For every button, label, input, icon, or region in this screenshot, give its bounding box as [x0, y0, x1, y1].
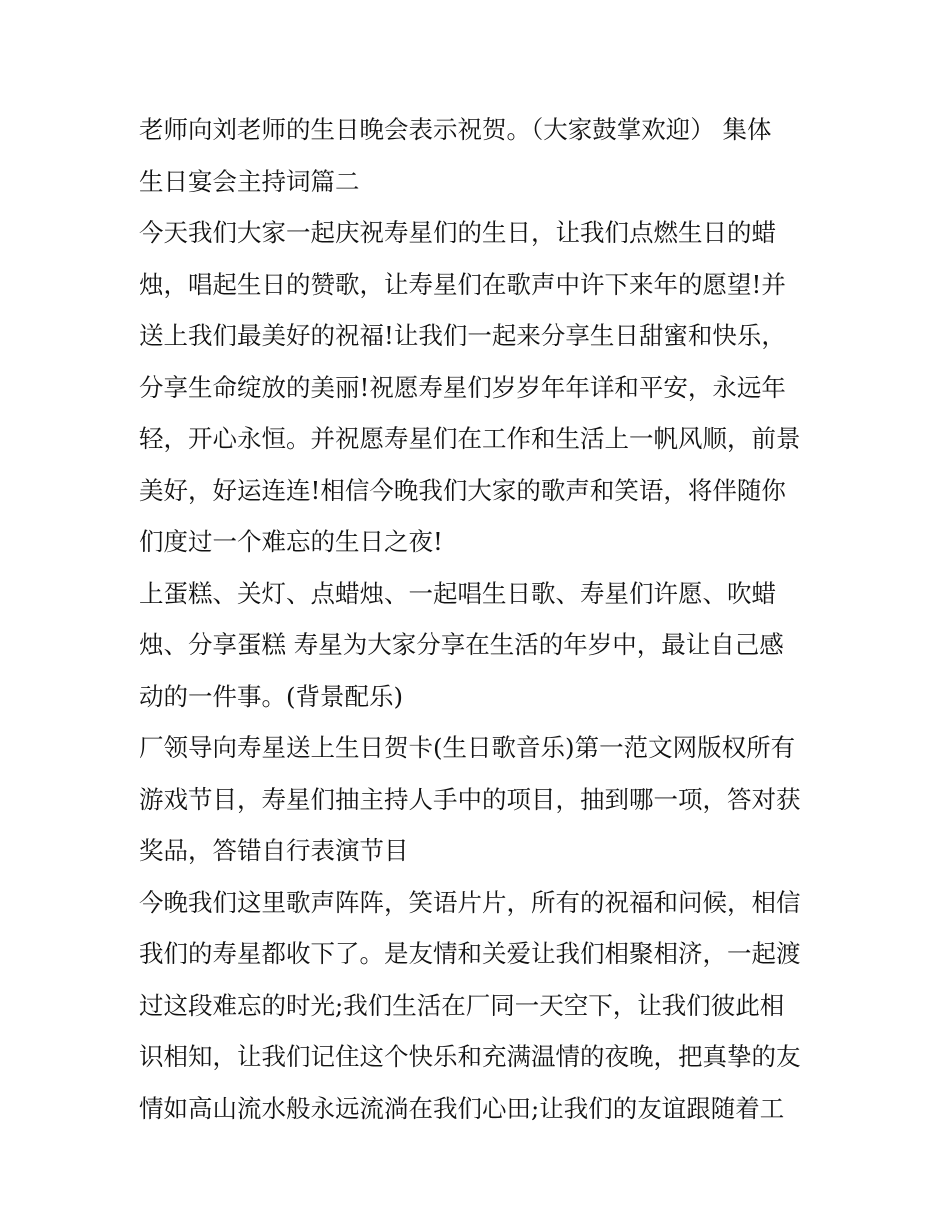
document-body	[139, 104, 819, 1134]
text-line: 今晚我们这里歌声阵阵，笑语片片，所有的祝福和问候，相信	[139, 887, 801, 917]
text-line: 今天我们大家一起庆祝寿星们的生日，让我们点燃生日的蜡	[139, 218, 776, 247]
text-line: 烛、分享蛋糕 寿星为大家分享在生活的年岁中，最让自己感	[139, 630, 784, 659]
text-line: 厂领导向寿星送上生日贺卡(生日歌音乐)第一范文网版权所有	[139, 733, 796, 762]
text-line: 生日宴会主持词篇二	[139, 166, 360, 196]
text-line: 游戏节目，寿星们抽主持人手中的项目，抽到哪一项，答对获	[139, 784, 801, 814]
text-line: 我们的寿星都收下了。是友情和关爱让我们相聚相济，一起渡	[139, 939, 801, 968]
text-line: 烛，唱起生日的赞歌，让寿星们在歌声中许下来年的愿望!并	[139, 269, 786, 299]
text-line: 过这段难忘的时光;我们生活在厂同一天空下，让我们彼此相	[139, 990, 785, 1020]
text-line: 奖品，答错自行表演节目	[139, 836, 409, 865]
text-line: 美好，好运连连!相信今晚我们大家的歌声和笑语，将伴随你	[139, 475, 786, 505]
text-line: 送上我们最美好的祝福!让我们一起来分享生日甜蜜和快乐，	[139, 321, 786, 350]
text-line: 识相知，让我们记住这个快乐和充满温情的夜晚，把真挚的友	[139, 1042, 801, 1071]
text-line: 动的一件事。(背景配乐)	[139, 681, 404, 711]
text-line: 情如高山流水般永远流淌在我们心田;让我们的友谊跟随着工	[139, 1093, 785, 1123]
text-line: 上蛋糕、关灯、点蜡烛、一起唱生日歌、寿星们许愿、吹蜡	[139, 578, 776, 608]
text-line: 老师向刘老师的生日晚会表示祝贺。（大家鼓掌欢迎） 集体	[139, 115, 772, 144]
text-line: 们度过一个难忘的生日之夜!	[139, 527, 443, 556]
text-line: 分享生命绽放的美丽!祝愿寿星们岁岁年年详和平安，永远年	[139, 372, 786, 402]
text-line: 轻，开心永恒。并祝愿寿星们在工作和生活上一帆风顺，前景	[139, 424, 801, 453]
